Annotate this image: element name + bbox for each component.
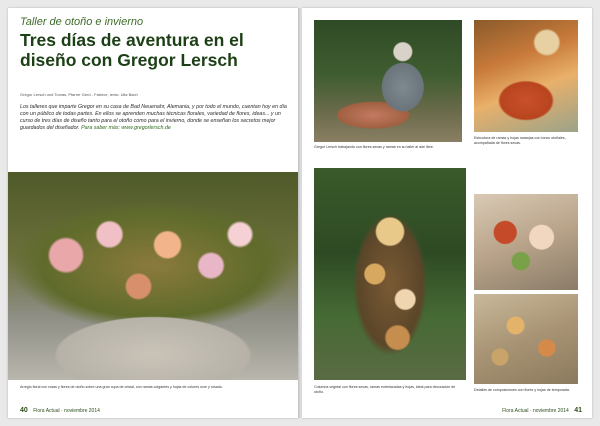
- main-photo-caption: Arreglo floral con rosas y flores de otoño sobre una gran copa de cristal, con ramas colgantes y hojas de colores ocre y rosado.: [20, 385, 223, 389]
- intro-text: Los talleres que imparte Gregor en su casa de Bad Neuenahr, Alemania, y por todo el mundo, cuentan hoy en día con un público de todas partes. En ellos se aprenden muchas técnicas florales, variedad de flores, ideas... y un curso de tres días de diseño tanto para el otoño como para el invierno, donde se enseñan los secretos mejor guardados del diseñador.: [20, 104, 287, 131]
- portrait-caption: Gregor Lersch trabajando con flores secas y ramas en su taller al aire libre.: [314, 145, 434, 149]
- article-byline: Gregor Lersch und Tomas, Pfarrer Gerd - Fabrice, texto: Ulla Bach: [20, 92, 138, 97]
- portrait-photo: [314, 20, 462, 142]
- small-photos-caption: Detalles de composiciones con flores y hojas de temporada.: [474, 388, 570, 392]
- orange-caption: Estructura de ramas y hojas naranjas con tonos otoñales, acompañada de flores secas.: [474, 136, 566, 145]
- detail-photo-1: [474, 194, 578, 290]
- main-flower-photo: [8, 172, 298, 380]
- right-page: [302, 8, 592, 418]
- left-folio-text: Flora Actual · noviembre 2014: [33, 408, 100, 414]
- orange-arrangement-photo: [474, 20, 578, 132]
- article-kicker: Taller de otoño e invierno: [20, 16, 144, 28]
- article-title: Tres días de aventura en el diseño con Gregor Lersch: [20, 30, 244, 70]
- left-page-number: 40: [20, 407, 28, 414]
- left-folio: [20, 407, 100, 414]
- tall-caption: Columna vegetal con flores secas, ramas entrelazadas y hojas, ideal para decoración de otoño.: [314, 385, 456, 394]
- article-intro: [20, 104, 288, 132]
- left-page: [8, 8, 298, 418]
- right-folio-text: Flora Actual · noviembre 2014: [502, 408, 569, 414]
- tall-arrangement-photo: [314, 168, 466, 380]
- right-folio: [502, 407, 582, 414]
- detail-photo-2: [474, 294, 578, 384]
- intro-link[interactable]: Para saber más: www.gregorlersch.de: [81, 125, 171, 131]
- right-page-number: 41: [574, 407, 582, 414]
